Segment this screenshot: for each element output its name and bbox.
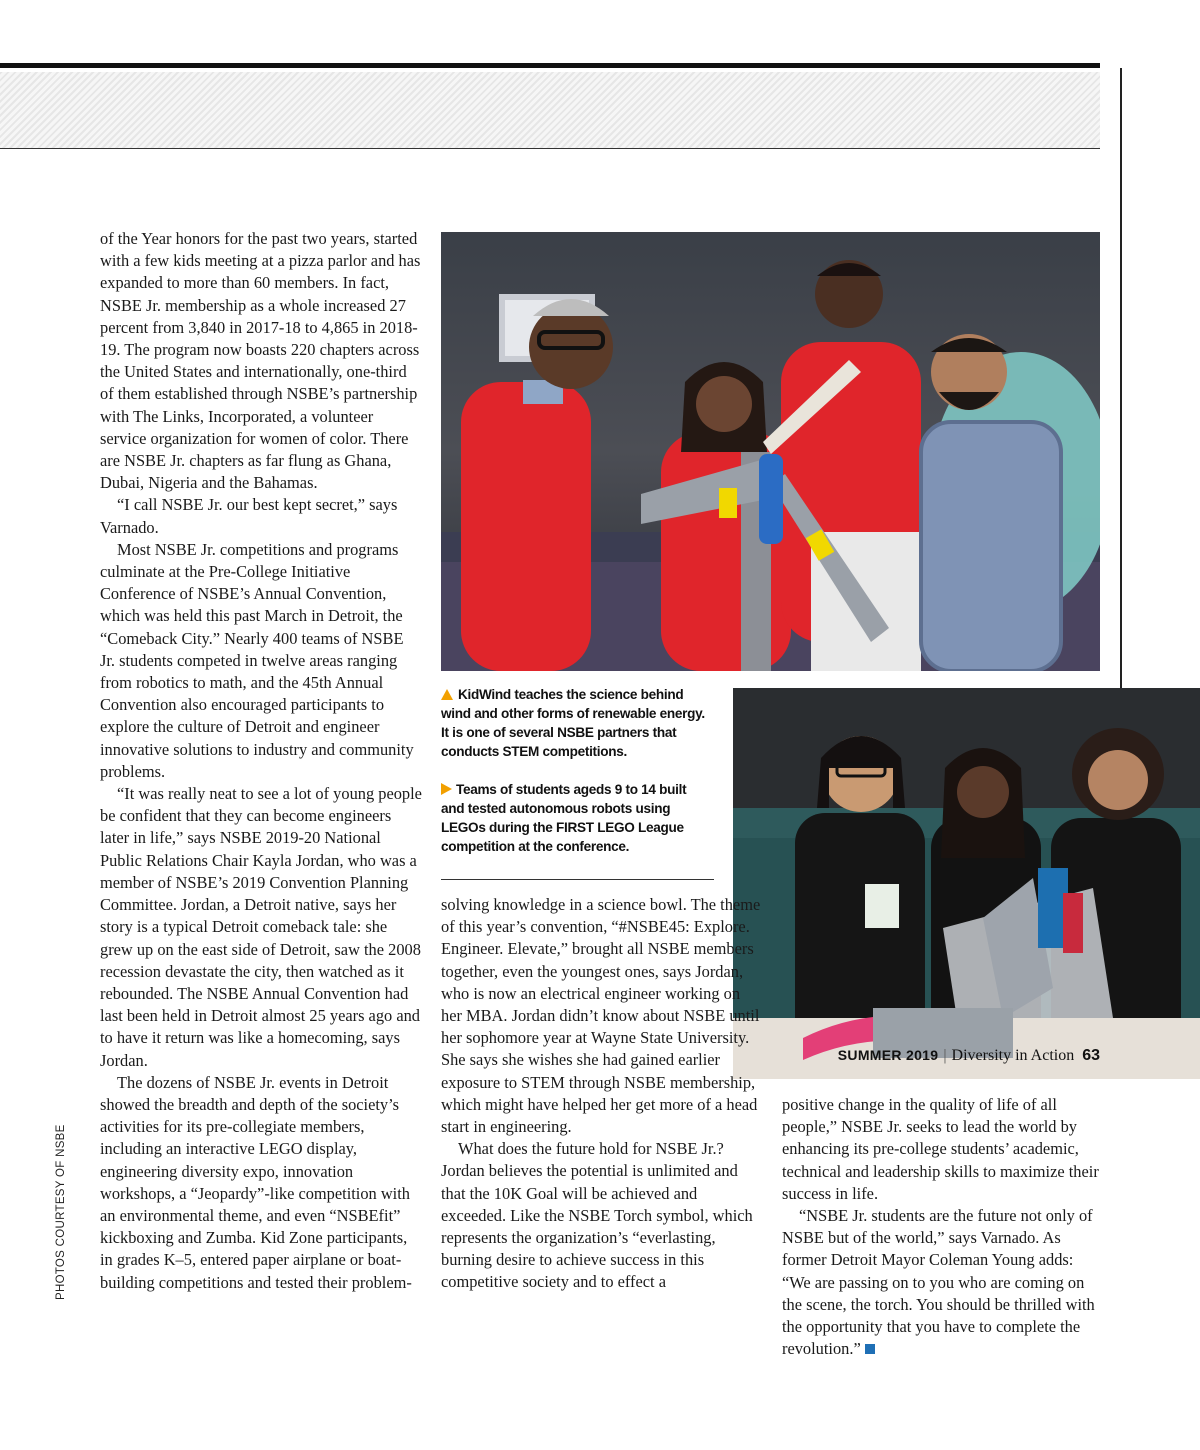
caption-top-text: KidWind teaches the science behind wind and other forms of renewable energy. It is one of several NSBE partners that conducts STEM competitions.	[441, 687, 705, 759]
magazine-name: Diversity in Action	[951, 1047, 1075, 1064]
paragraph: of the Year honors for the past two years, started with a few kids meeting at a pizza parlor and has expanded to more than 60 members. In fact, NSBE Jr. membership as a whole increased 27 percent from 3,840 in 2017-18 to 4,865 in 2018-19. The program now boasts 220 chapters across the United States and internationally, one-third of them established through NSBE’s partnership with The Links, Incorporated, a volunteer service organization for women of color. There are NSBE Jr. chapters as far flung as Ghana, Dubai, Nigeria and the Bahamas.	[100, 229, 421, 493]
triangle-right-icon	[441, 783, 452, 795]
article-column-3	[782, 1094, 1104, 1360]
article-column-2	[441, 894, 761, 1294]
page-footer	[838, 1047, 1100, 1065]
paragraph: solving knowledge in a science bowl. The theme of this year’s convention, “#NSBE45: Explore. Engineer. Elevate,” brought all NSBE members together, even the youngest ones, says Jordan, who is now an electrical engineer working on her MBA. Jordan didn’t know about NSBE until her sophomore year at Wayne State University. She says she wishes she had gained earlier exposure to STEM through NSBE membership, which might have helped her get more of a head start in engineering.	[441, 895, 761, 1137]
end-mark-icon	[865, 1344, 875, 1354]
paragraph: positive change in the quality of life of all people,” NSBE Jr. seeks to lead the world by enhancing its pre-college students’ academic, technical and leadership skills to maximize their success in life.	[782, 1095, 1099, 1203]
caption-right-text: Teams of students ageds 9 to 14 built and tested autonomous robots using LEGOs during the FIRST LEGO League competition at the conference.	[441, 782, 687, 854]
paragraph: The dozens of NSBE Jr. events in Detroit showed the breadth and depth of the society’s activities for its pre-collegiate members, including an interactive LEGO display, engineering diversity expo, innovation workshops, a “Jeopardy”-like competition with an environmental theme, and even “NSBEfit” kickboxing and Zumba. Kid Zone participants, in grades K–5, entered paper airplane or boat-building competitions and tested their problem-	[100, 1072, 412, 1292]
lego-robot-team-photo	[733, 688, 1200, 1079]
photo-credit: PHOTOS COURTESY OF NSBE	[55, 1124, 67, 1300]
caption-top	[441, 685, 711, 761]
paragraph-final	[782, 1205, 1104, 1360]
right-margin-rule	[1120, 68, 1122, 688]
header-stripe-band	[0, 72, 1100, 148]
header-stripe-rule	[0, 148, 1100, 149]
paragraph: “It was really neat to see a lot of young people be confident that they can become engineers later in life,” says NSBE 2019-20 National Public Relations Chair Kayla Jordan, who was a member of NSBE’s 2019 Convention Planning Committee. Jordan, a Detroit native, says her story is a typical Detroit comeback tale: she grew up on the east side of Detroit, saw the 2008 recession devastate the city, then watched as it rebounded. The NSBE Annual Convention had last been held in Detroit almost 25 years ago and to have it return was like a homecoming, says Jordan.	[100, 784, 422, 1070]
caption-rule	[441, 879, 714, 880]
page-number: 63	[1082, 1047, 1100, 1064]
triangle-up-icon	[441, 689, 453, 700]
top-rule	[0, 63, 1100, 68]
paragraph: What does the future hold for NSBE Jr.? Jordan believes the potential is unlimited and that the 10K Goal will be achieved and exceeded. Like the NSBE Torch symbol, which represents the organization’s “everlasting, burning desire to achieve success in this competitive society and to effect a	[441, 1139, 753, 1292]
paragraph: “I call NSBE Jr. our best kept secret,” says Varnado.	[100, 495, 398, 537]
photo-captions	[441, 685, 711, 875]
final-text: “NSBE Jr. students are the future not only of NSBE but of the world,” says Varnado. As former Detroit Mayor Coleman Young adds: “We are passing on to you who are coming on the scene, the torch. You should be thrilled with the opportunity that you have to complete the revolution.”	[782, 1206, 1095, 1359]
kidwind-team-photo	[441, 232, 1100, 671]
footer-divider: |	[943, 1047, 947, 1064]
paragraph: Most NSBE Jr. competitions and programs culminate at the Pre-College Initiative Conference of NSBE’s Annual Convention, which was held this past March in Detroit, the “Comeback City.” Nearly 400 teams of NSBE Jr. students competed in twelve areas ranging from robotics to math, and the 45th Annual Convention also encouraged participants to explore the culture of Detroit and engineer innovative solutions to industry and community problems.	[100, 539, 414, 781]
article-column-1	[100, 228, 422, 1294]
caption-right	[441, 780, 711, 856]
issue-season: SUMMER 2019	[837, 1047, 939, 1063]
